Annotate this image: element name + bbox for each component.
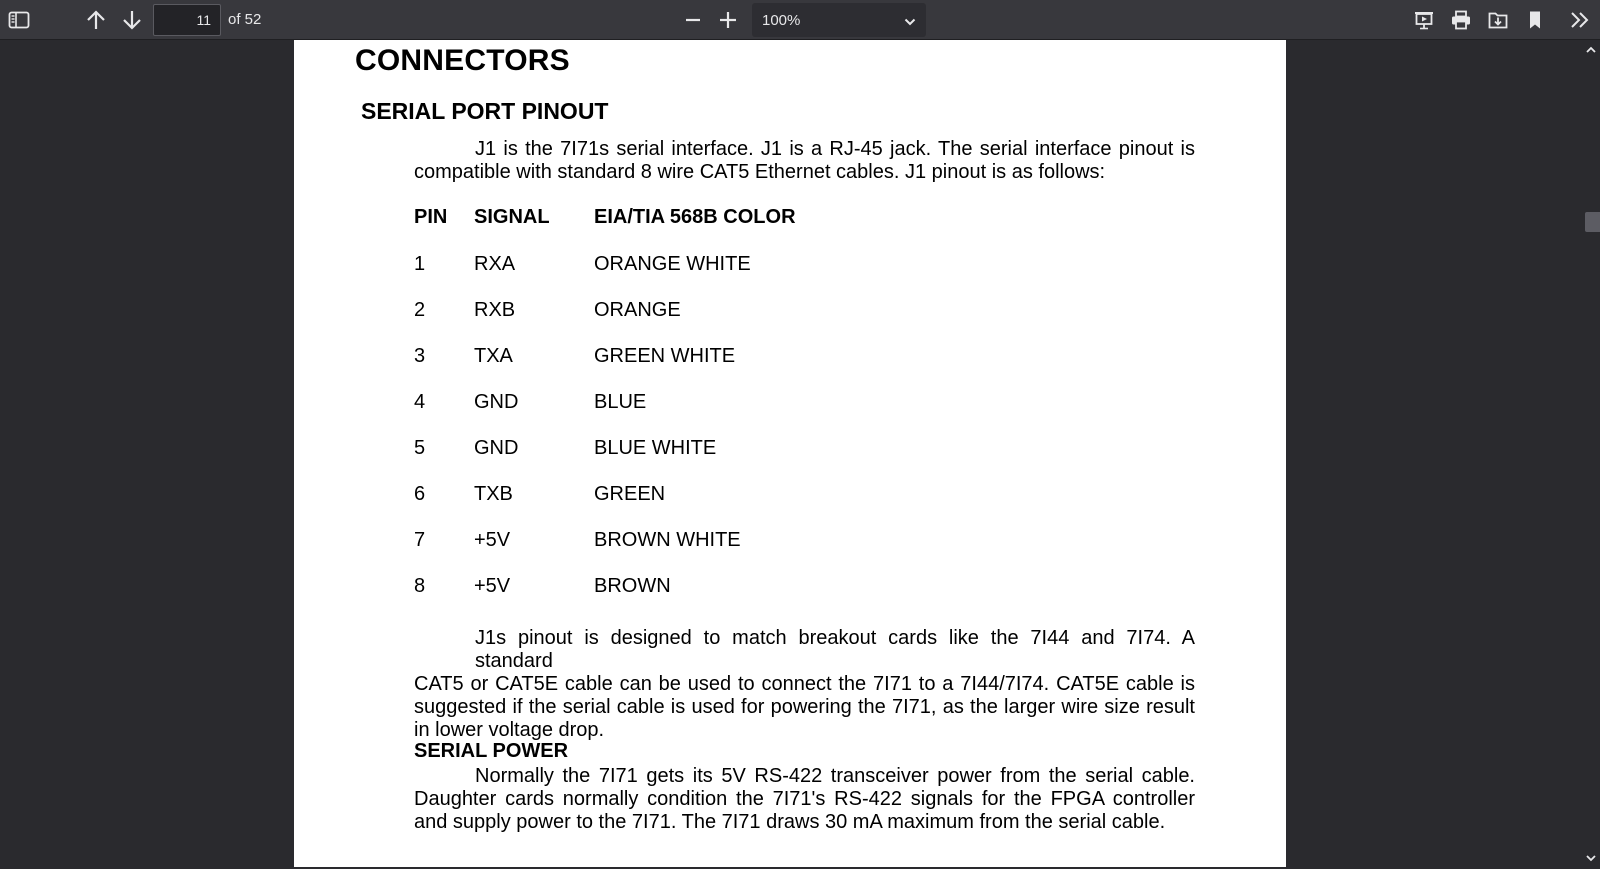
table-cell-pin: 2 [414, 299, 426, 321]
table-cell-signal: +5V [474, 575, 511, 597]
zoom-out-button[interactable] [679, 6, 707, 34]
page-heading: CONNECTORS [355, 44, 570, 77]
table-cell-color: BROWN [594, 575, 671, 597]
table-cell-color: GREEN WHITE [594, 345, 736, 367]
serial-power-heading: SERIAL POWER [414, 740, 569, 762]
table-header-signal: SIGNAL [474, 206, 550, 228]
table-header-color: EIA/TIA 568B COLOR [594, 206, 796, 228]
double-chevron-right-icon [1569, 10, 1591, 30]
presentation-icon [1413, 9, 1435, 31]
section-heading: SERIAL PORT PINOUT [361, 98, 609, 124]
page-number-input[interactable] [153, 4, 221, 36]
pinout-note-rest: CAT5 or CAT5E cable can be used to connect the 7I71 to a 7I44/7I74. CAT5E cable is suggested if the serial cable is used for powering the 7I71, as the larger wire size result in lower voltage drop. [414, 673, 1195, 741]
table-cell-pin: 5 [414, 437, 426, 459]
zoom-value: 100% [762, 12, 801, 29]
serial-power-paragraph [414, 765, 1195, 834]
table-cell-color: BLUE WHITE [594, 437, 717, 459]
table-cell-color: GREEN [594, 483, 666, 505]
table-cell-color: BROWN WHITE [594, 529, 741, 551]
table-cell-signal: +5V [474, 529, 511, 551]
table-cell-signal: RXA [474, 253, 516, 275]
table-cell-pin: 8 [414, 575, 426, 597]
pdf-toolbar [0, 0, 1600, 40]
table-cell-signal: GND [474, 437, 519, 459]
minus-icon [683, 10, 703, 30]
previous-page-button[interactable] [82, 6, 110, 34]
scroll-down-arrow-icon[interactable] [1585, 851, 1597, 863]
table-cell-color: BLUE [594, 391, 647, 413]
print-icon [1450, 9, 1472, 31]
table-cell-signal: TXA [474, 345, 513, 367]
table-cell-pin: 4 [414, 391, 426, 413]
document-viewer[interactable] [0, 40, 1600, 867]
table-cell-signal: GND [474, 391, 519, 413]
vertical-scrollbar[interactable] [1582, 40, 1600, 867]
table-cell-color: ORANGE WHITE [594, 253, 751, 275]
pinout-note-paragraph [414, 627, 1195, 742]
arrow-up-icon [86, 9, 106, 31]
pdf-page [294, 40, 1286, 867]
save-icon [1487, 9, 1509, 31]
intro-paragraph [414, 138, 1195, 184]
table-cell-signal: RXB [474, 299, 516, 321]
table-header-pin: PIN [414, 206, 448, 228]
page-total-label: of 52 [228, 11, 262, 28]
sidebar-toggle-button[interactable] [5, 6, 33, 34]
bookmark-icon [1526, 9, 1544, 31]
tools-button[interactable] [1566, 6, 1594, 34]
save-button[interactable] [1484, 6, 1512, 34]
intro-first-line: J1 is the 7I71s serial interface. J1 is a RJ-45 jack. The serial interface pinout is [475, 138, 1195, 160]
intro-rest: compatible with standard 8 wire CAT5 Ethernet cables. J1 pinout is as follows: [414, 161, 1106, 183]
sidebar-toggle-icon [8, 10, 30, 30]
power-rest: Daughter cards normally condition the 7I71's RS-422 signals for the FPGA controller and supply power to the 7I71. The 7I71 draws 30 mA maximum from the serial cable. [414, 788, 1195, 833]
zoom-in-button[interactable] [714, 6, 742, 34]
chevron-down-icon [904, 14, 916, 32]
plus-icon [718, 10, 738, 30]
table-cell-pin: 1 [414, 253, 426, 275]
table-cell-color: ORANGE [594, 299, 681, 321]
table-cell-pin: 6 [414, 483, 426, 505]
print-button[interactable] [1447, 6, 1475, 34]
table-cell-pin: 3 [414, 345, 426, 367]
presentation-button[interactable] [1410, 6, 1438, 34]
scrollbar-thumb[interactable] [1585, 212, 1600, 232]
next-page-button[interactable] [118, 6, 146, 34]
table-cell-signal: TXB [474, 483, 513, 505]
pinout-note-first-line: J1s pinout is designed to match breakout cards like the 7I44 and 7I74. A standard [475, 627, 1195, 672]
arrow-down-icon [122, 9, 142, 31]
scroll-up-arrow-icon[interactable] [1585, 43, 1597, 55]
table-cell-pin: 7 [414, 529, 426, 551]
bookmark-button[interactable] [1521, 6, 1549, 34]
zoom-select[interactable] [752, 3, 926, 37]
power-first-line: Normally the 7I71 gets its 5V RS-422 transceiver power from the serial cable. [475, 765, 1195, 787]
